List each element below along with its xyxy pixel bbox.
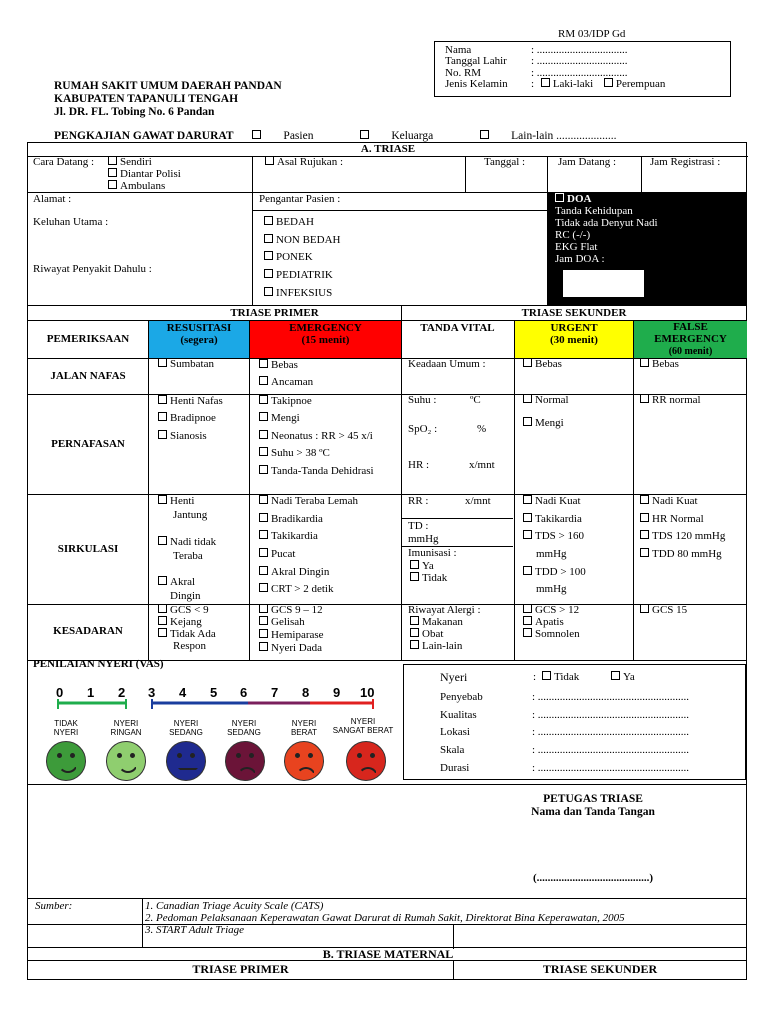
checkbox-icon [158,395,167,404]
pn-false-rr-normal[interactable]: RR normal [640,394,701,407]
alergi-label: Riwayat Alergi : [408,604,481,616]
checkbox-icon [523,417,532,426]
checkbox-icon [259,583,268,592]
nyeri-field-penyebab[interactable]: Penyebab : ....................................................... [440,691,690,703]
sk-bradikardia[interactable]: Bradikardia [259,513,323,526]
checkbox-icon [264,269,273,278]
emergency-sub: (15 menit) [301,334,350,346]
urgent-sub: (30 menit) [550,334,598,346]
checkbox-icon [259,359,268,368]
jam-registrasi-label: Jam Registrasi : [650,156,721,168]
sk-false-tds[interactable]: TDS 120 mmHg [640,530,725,543]
patient-id-box [434,41,731,97]
opt-keluarga[interactable]: Keluarga [360,130,455,142]
checkbox-icon [523,628,532,637]
vas-number: 3 [148,685,156,700]
checkbox-icon [158,576,167,585]
sk-henti-jantung-cont: Jantung [173,509,208,521]
ks-urgent-somnolen[interactable]: Somnolen [523,628,580,641]
jn-false-bebas[interactable]: Bebas [640,358,679,371]
checkbox-icon [523,566,532,575]
checkbox-icon [410,560,419,569]
checkbox-icon [264,234,273,243]
sk-akral-dingin-em[interactable]: Akral Dingin [259,566,329,579]
jam-doa-field[interactable] [563,270,644,297]
checkbox-icon [264,287,273,296]
section-a-title: A. TRIASE [360,143,416,155]
vas-number: 9 [333,685,341,700]
face-icon [46,741,86,781]
sk-false-hr-normal[interactable]: HR Normal [640,513,704,526]
vas-label: SEDANG [169,728,203,737]
sk-urgent-tdd-unit: mmHg [536,583,567,595]
checkbox-icon [259,495,268,504]
false-emergency-header: FALSE [673,321,708,333]
spo2-label: SpO₂ : [408,423,438,435]
sumber-item: 3. START Adult Triage [145,924,245,936]
vas-label: NYERI [231,719,257,728]
nyeri-title: Nyeri [440,670,468,684]
b-sekunder-header: TRIASE SEKUNDER [542,962,658,976]
checkbox-icon [541,78,550,87]
emergency-header: EMERGENCY [289,322,362,334]
rr-label: RR : [408,495,429,507]
checkbox-icon [410,572,419,581]
checkbox-icon [611,671,620,680]
checkbox-icon [158,412,167,421]
checkbox-icon [158,536,167,545]
vas-label: BERAT [290,728,318,737]
face-icon [106,741,146,781]
gender-perempuan-checkbox[interactable]: Perempuan [604,78,665,90]
checkbox-icon [259,548,268,557]
b-primer-header: TRIASE PRIMER [192,962,289,976]
hospital-header: RUMAH SAKIT UMUM DAERAH PANDAN KABUPATEN TAPANULI TENGAH Jl. DR. FL. Tobing No. 6 Pandan [54,80,282,118]
category-non-bedah[interactable]: NON BEDAH [264,234,340,247]
checkbox-icon [542,671,551,680]
checkbox-icon [604,78,613,87]
keadaan-umum-label: Keadaan Umum : [408,358,486,370]
ks-urgent-apatis[interactable]: Apatis [523,616,564,629]
vas-label: SANGAT BERAT [332,726,394,735]
gender-laki-checkbox[interactable]: Laki-laki [541,78,593,90]
pn-urgent-normal[interactable]: Normal [523,394,569,407]
checkbox-icon [259,642,268,651]
nyeri-scale-title: PENILAIAN NYERI (VAS) [33,658,164,670]
resusitasi-header: RESUSITASI [166,322,232,334]
false-emergency-cell [634,321,747,358]
sk-urgent-tds-unit: mmHg [536,548,567,560]
opt-pasien[interactable]: Pasien [252,130,335,142]
cara-ambulans[interactable]: Ambulans [108,180,165,193]
triase-primer-header: TRIASE PRIMER [230,307,319,319]
rr-unit: x/mnt [465,495,491,507]
triase-sekunder-header: TRIASE SEKUNDER [521,307,627,319]
vas-number: 8 [302,685,310,700]
vas-number: 4 [179,685,187,700]
jn-bebas[interactable]: Bebas [259,359,298,372]
pn-bradipnoe[interactable]: Bradipnoe [158,412,216,425]
nyeri-field-durasi[interactable]: Durasi : ....................................................... [440,762,690,774]
cara-sendiri[interactable]: Sendiri [108,156,152,169]
vas-number: 0 [56,685,64,700]
checkbox-icon [264,216,273,225]
cara-datang-label: Cara Datang : [33,156,95,168]
cara-diantar-polisi[interactable]: Diantar Polisi [108,168,181,181]
checkbox-icon [158,430,167,439]
checkbox-icon [265,156,274,165]
alergi-makanan[interactable]: Makanan [410,616,463,629]
sumber-label: Sumber: [35,900,73,912]
jn-urgent-bebas[interactable]: Bebas [523,358,562,371]
checkbox-icon [640,358,649,367]
petugas-subtitle: Nama dan Tanda Tangan [531,806,655,818]
category-ponek[interactable]: PONEK [264,251,313,264]
doa-line: Tidak ada Denyut Nadi [555,217,658,229]
jn-ancaman[interactable]: Ancaman [259,376,313,389]
nyeri-ya[interactable]: Ya [611,671,635,684]
checkbox-icon [108,180,117,189]
pn-urgent-mengi[interactable]: Mengi [523,417,564,430]
checkbox-icon [264,251,273,260]
sk-false-tdd[interactable]: TDD 80 mmHg [640,548,722,561]
form-code: RM 03/IDP Gd [558,28,626,40]
keluhan-label: Keluhan Utama : [33,216,109,228]
td-unit: mmHg [408,533,439,545]
section-b [27,947,747,980]
checkbox-icon [523,616,532,625]
vas-label: NYERI [173,719,199,728]
suhu-unit: ºC [470,394,481,406]
sk-urgent-tdd[interactable]: TDD > 100 [523,566,586,579]
face-icon [225,741,265,781]
hr-unit: x/mnt [469,459,495,471]
category-bedah[interactable]: BEDAH [264,216,314,229]
sk-henti-jantung[interactable]: Henti [158,495,194,508]
checkbox-icon [523,394,532,403]
id-row-nama[interactable]: Nama : ................................. [445,44,628,56]
category-infeksius[interactable]: INFEKSIUS [264,287,332,300]
sk-pucat[interactable]: Pucat [259,548,295,561]
alamat-label: Alamat : [33,193,72,205]
vas-number: 10 [360,685,375,700]
checkbox-icon [259,447,268,456]
checkbox-icon [640,394,649,403]
ks-gelisah[interactable]: Gelisah [259,616,305,629]
doa-line: Tanda Kehidupan [555,205,633,217]
checkbox-icon [555,193,564,202]
ks-hemiparase[interactable]: Hemiparase [259,629,324,642]
vas-scale [28,673,398,783]
checkbox-icon [640,548,649,557]
ks-gcs-9[interactable]: GCS < 9 [158,604,209,617]
signature-field[interactable]: (.........................................) [532,872,654,884]
alergi-lain[interactable]: Lain-lain [410,640,462,653]
checkbox-icon [252,130,261,139]
kesadaran-label: KESADARAN [53,625,123,637]
checkbox-icon [259,566,268,575]
tanda-vital-header: TANDA VITAL [420,322,495,334]
asal-rujukan[interactable]: Asal Rujukan : [265,156,343,169]
face-icon [166,741,206,781]
hr-label: HR : [408,459,430,471]
jalan-nafas-label: JALAN NAFAS [50,370,126,382]
nyeri-box [403,664,746,780]
resusitasi-cell [149,321,249,358]
checkbox-icon [158,628,167,637]
vas-label: RINGAN [110,728,142,737]
checkbox-icon [480,130,489,139]
checkbox-icon [158,616,167,625]
checkbox-icon [259,513,268,522]
suhu-label: Suhu : [408,394,437,406]
checkbox-icon [410,628,419,637]
sk-urgent-nadi-kuat[interactable]: Nadi Kuat [523,495,581,508]
ks-gcs-9-12[interactable]: GCS 9 – 12 [259,604,323,617]
imun-tidak[interactable]: Tidak [410,572,447,585]
urgent-header: URGENT [550,322,598,334]
spo2-unit: % [477,423,487,435]
nyeri-field-skala[interactable]: Skala : ....................................................... [440,744,690,756]
category-pediatrik[interactable]: PEDIATRIK [264,269,333,282]
checkbox-icon [259,430,268,439]
checkbox-icon [259,604,268,613]
doa-line: EKG Flat [555,241,598,253]
pengantar-label: Pengantar Pasien : [259,193,341,205]
nyeri-field-kualitas[interactable]: Kualitas : ....................................................... [440,709,690,721]
pemeriksaan-header: PEMERIKSAAN [46,333,130,345]
checkbox-icon [640,495,649,504]
pernafasan-label: PERNAFASAN [51,438,125,450]
pn-neonatus[interactable]: Neonatus : RR > 45 x/i [259,430,373,443]
resusitasi-sub: (segera) [180,334,218,346]
vas-number: 7 [271,685,279,700]
assessment-line: PENGKAJIAN GAWAT DARURAT Pasien Keluarga Lain-lain ..................... [54,130,661,142]
petugas-title: PETUGAS TRIASE [543,793,643,805]
checkbox-icon [158,358,167,367]
sumber-item: 1. Canadian Triage Acuity Scale (CATS) [145,900,324,912]
checkbox-icon [259,616,268,625]
doa-line: Jam DOA : [555,253,605,265]
ks-kejang[interactable]: Kejang [158,616,202,629]
pn-mengi[interactable]: Mengi [259,412,300,425]
td-label: TD : [408,520,429,532]
vas-number: 2 [118,685,126,700]
checkbox-icon [259,530,268,539]
vas-label: SEDANG [227,728,261,737]
id-row-jenis-kelamin: Jenis Kelamin : Laki-laki Perempuan [445,78,666,90]
sk-false-nadi-kuat[interactable]: Nadi Kuat [640,495,698,508]
pn-dehidrasi[interactable]: Tanda-Tanda Dehidrasi [259,465,374,478]
checkbox-icon [108,156,117,165]
nyeri-tidak[interactable]: Tidak [542,671,579,684]
urgent-cell [515,321,633,358]
vas-color-bar [28,699,398,713]
sk-urgent-takikardia[interactable]: Takikardia [523,513,582,526]
imunisasi-label: Imunisasi : [408,547,457,559]
checkbox-icon [640,513,649,522]
checkbox-icon [259,629,268,638]
ks-tidak-ada-respon[interactable]: Tidak Ada [158,628,216,641]
riwayat-label: Riwayat Penyakit Dahulu : [33,263,152,275]
alergi-obat[interactable]: Obat [410,628,443,641]
checkbox-icon [360,130,369,139]
doa-box [547,192,747,305]
checkbox-icon [410,640,419,649]
ks-urgent-gcs-12[interactable]: GCS > 12 [523,604,579,617]
face-icon [284,741,324,781]
jam-datang-label: Jam Datang : [558,156,617,168]
doa-line: RC (-/-) [555,229,591,241]
sk-akral-cont: Dingin [170,590,201,602]
checkbox-icon [259,376,268,385]
vas-number: 1 [87,685,95,700]
sk-nadi-tidak-teraba[interactable]: Nadi tidak [158,536,216,549]
vas-label: NYERI [53,728,79,737]
checkbox-icon [410,616,419,625]
emergency-cell [250,321,401,358]
id-row-no-rm[interactable]: No. RM : ................................. [445,67,628,79]
checkbox-icon [259,465,268,474]
checkbox-icon [259,412,268,421]
sk-nadi-lemah[interactable]: Nadi Teraba Lemah [259,495,358,508]
ks-respon-cont: Respon [173,640,206,652]
false-emergency-sub: (60 menit) [668,346,713,357]
vas-label: TIDAK [54,719,78,728]
vas-number: 5 [210,685,218,700]
checkbox-icon [523,358,532,367]
tanggal-label: Tanggal : [484,156,526,168]
face-icon [346,741,386,781]
pn-suhu[interactable]: Suhu > 38 ºC [259,447,330,460]
checkbox-icon [158,495,167,504]
false-emergency-header: EMERGENCY [654,333,727,345]
jn-sumbatan[interactable]: Sumbatan [158,358,214,371]
vas-label: NYERI [350,717,376,726]
vas-label: NYERI [291,719,317,728]
checkbox-icon [523,495,532,504]
checkbox-icon [259,395,268,404]
checkbox-icon [523,530,532,539]
id-row-tanggal-lahir[interactable]: Tanggal Lahir : ................................. [445,55,628,67]
doa-checkbox[interactable]: DOA [555,193,591,206]
vas-number: 6 [240,685,248,700]
sk-takikardia[interactable]: Takikardia [259,530,318,543]
sk-nadi-cont: Teraba [173,550,203,562]
sumber-item: 2. Pedoman Pelaksanaan Keperawatan Gawat Darurat di Rumah Sakit, Direktorat Bina Keperawatan, 2005 [145,912,625,924]
checkbox-icon [523,513,532,522]
checkbox-icon [640,530,649,539]
nyeri-colon: : [533,671,537,683]
imun-ya[interactable]: Ya [410,560,434,573]
ks-nyeri-dada[interactable]: Nyeri Dada [259,642,322,655]
checkbox-icon [523,604,532,613]
ks-false-gcs-15[interactable]: GCS 15 [640,604,687,617]
sirkulasi-label: SIRKULASI [57,543,119,555]
sk-crt[interactable]: CRT > 2 detik [259,583,333,596]
pn-henti-nafas[interactable]: Henti Nafas [158,395,223,408]
triage-sheet [27,142,747,948]
vas-label: NYERI [113,719,139,728]
opt-lain-lain[interactable]: Lain-lain ..................... [480,130,638,142]
sk-akral-dingin[interactable]: Akral [158,576,195,589]
section-b-title: B. TRIASE MATERNAL [322,947,454,961]
checkbox-icon [640,604,649,613]
checkbox-icon [108,168,117,177]
pn-takipnoe[interactable]: Takipnoe [259,395,312,408]
nyeri-field-lokasi[interactable]: Lokasi : ....................................................... [440,726,690,738]
checkbox-icon [158,604,167,613]
pn-sianosis[interactable]: Sianosis [158,430,207,443]
sk-urgent-tds[interactable]: TDS > 160 [523,530,584,543]
